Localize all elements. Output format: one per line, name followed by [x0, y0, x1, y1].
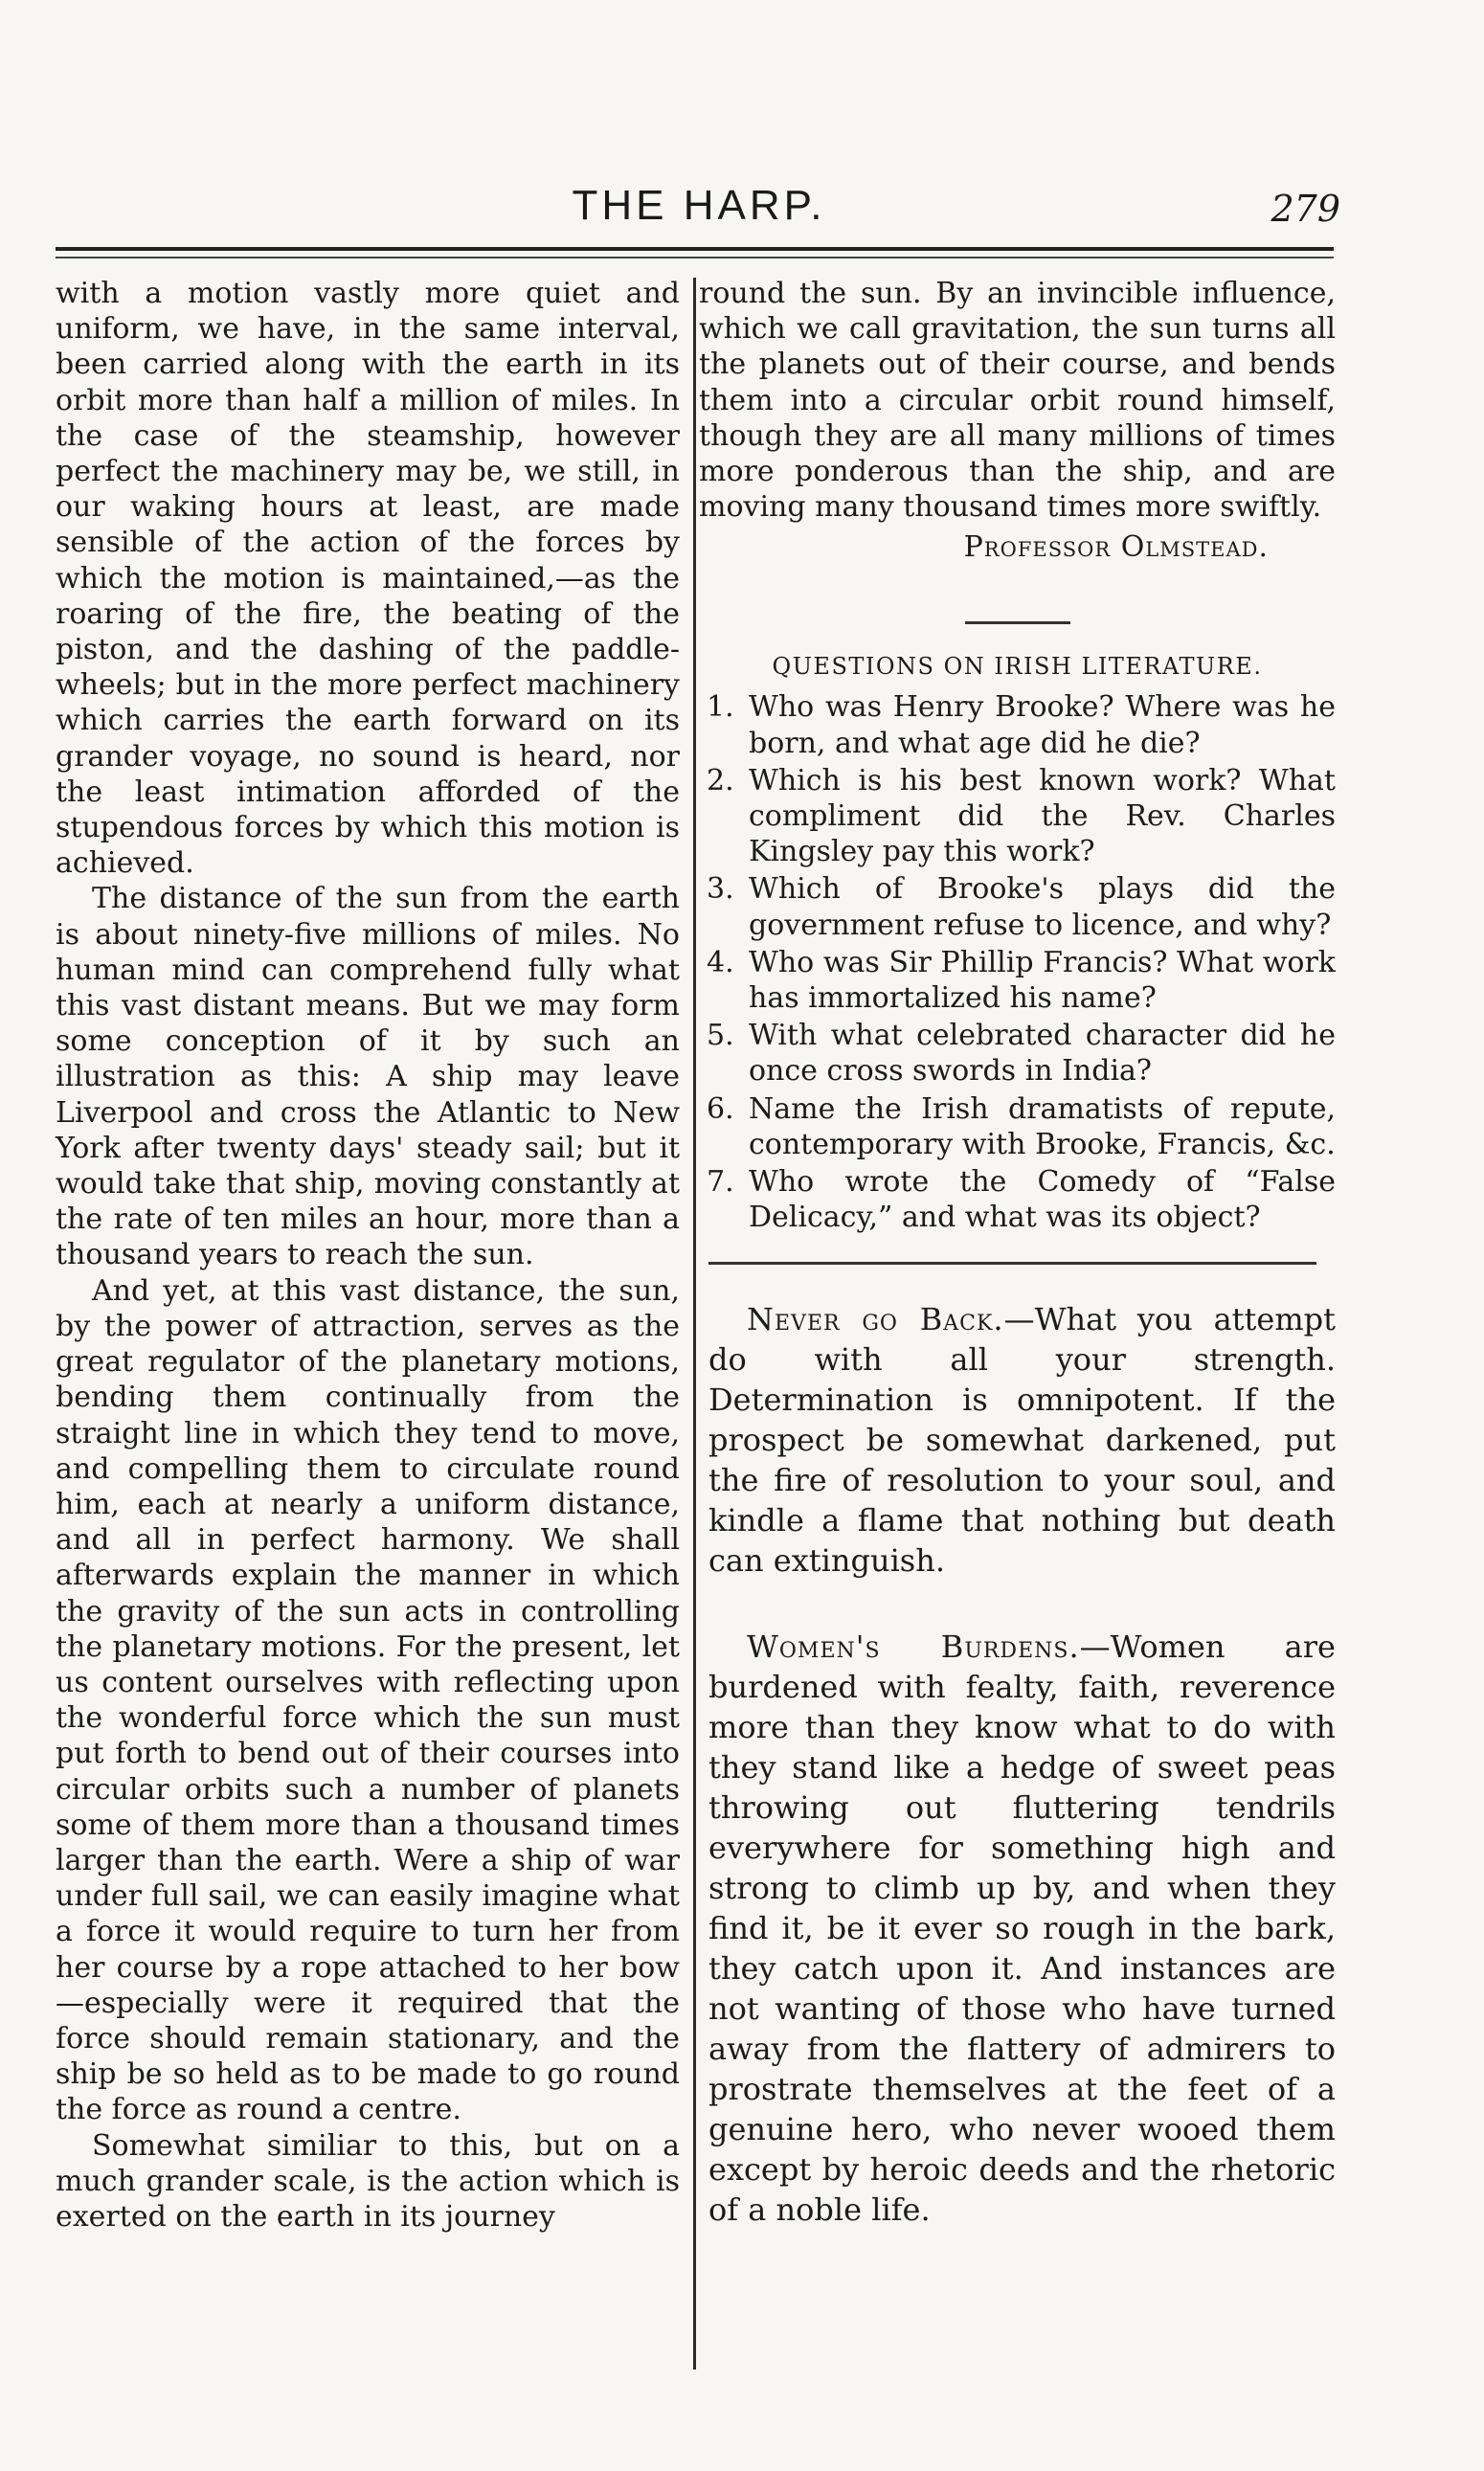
- article-paragraph: And yet, at this vast distance, the sun, by the power of attraction, serves as the great regulator of the planetary motions, bending them continually from the straight line in which they tend to move, and compelling them to circulate round him, each at nearly a uniform distance, and all in perfect harmony. We shall afterwards explain the manner in which the gravity of the sun acts in controlling the planetary motions. For the present, let us content ourselves with reflecting upon the wonderful force which the sun must put forth to bend out of their courses into circular orbits such a number of planets some of them more than a thousand times larger than the earth. Were a ship of war under full sail, we can easily imagine what a force it would require to turn her from her course by a rope attached to her bow—especially were it required that the force should remain stationary, and the ship be so held as to be made to go round the force as round a centre.: [56, 1273, 680, 2127]
- question-item: [699, 1164, 1336, 1235]
- question-text: Which of Brooke's plays did the government refuse to licence, and why?: [749, 872, 1336, 942]
- never-go-back-heading: Never go Back.: [747, 1301, 1004, 1338]
- question-number: 5.: [707, 1019, 734, 1053]
- page-number: 279: [1270, 188, 1340, 230]
- article-paragraph: The distance of the sun from the earth is about ninety-five millions of miles. No human mind can comprehend fully what this vast distant means. But we may form some conception of it by such an illustration as this: A ship may leave Liverpool and cross the Atlantic to New York after twenty days' steady sail; but it would take that ship, moving constantly at the rate of ten miles an hour, more than a thousand years to reach the sun.: [56, 882, 680, 1272]
- question-number: 4.: [707, 945, 734, 979]
- article-continuation: round the sun. By an invincible influence, which we call gravitation, the sun turns all the planets out of their course, and bends them into a circular orbit round himself, though they are all many millions of times more ponderous than the ship, and are moving many thousand times more swiftly.: [699, 277, 1336, 525]
- question-number: 3.: [707, 872, 734, 907]
- question-item: [699, 689, 1336, 760]
- never-go-back-paragraph: [708, 1299, 1336, 1581]
- question-item: [699, 1018, 1336, 1089]
- womens-burdens-text: —Women are burdened with fealty, faith, reverence more than they know what to do with they stand like a hedge of sweet peas throwing out fluttering tendrils everywhere for something high and strong to climb up by, and when they find it, be it ever so rough in the bark, they catch upon it. And instances are not wanting of those who have turned away from the flattery of admirers to prostrate themselves at the feet of a genuine hero, who never wooed them except by heroic deeds and the rhetoric of a noble life.: [708, 1629, 1336, 2229]
- question-item: [699, 763, 1336, 870]
- question-number: 6.: [707, 1091, 734, 1126]
- never-go-back-text: —What you attempt do with all your strength. Determination is omnipotent. If the prospect be somewhat darkened, put the fire of resolution to your soul, and kindle a flame that nothing but death can extinguish.: [708, 1301, 1336, 1580]
- womens-burdens-paragraph: [708, 1627, 1336, 2230]
- question-item: [699, 1091, 1336, 1162]
- questions-list: [699, 689, 1336, 1235]
- question-text: With what celebrated character did he once cross swords in India?: [749, 1019, 1336, 1089]
- article-paragraph: Somewhat similiar to this, but on a much grander scale, is the action which is exerted on the earth in its journey: [56, 2128, 680, 2234]
- page-title: THE HARP.: [572, 182, 826, 229]
- right-column: [699, 276, 1336, 2382]
- author-signature: Professor Olmstead.: [963, 530, 1269, 565]
- column-divider: [693, 278, 696, 2370]
- womens-burdens-heading: Women's Burdens.: [747, 1629, 1080, 1666]
- question-text: Who was Henry Brooke? Where was he born, and what age did he die?: [749, 690, 1336, 760]
- article-paragraph: with a motion vastly more quiet and uniform, we have, in the same interval, been carried along with the earth in its orbit more than half a million of miles. In the case of the steamship, however perfect the machinery may be, we still, in our waking hours at least, are made sensible of the action of the forces by which the motion is maintained,—as the roaring of the fire, the beating of the piston, and the dashing of the paddle-wheels; but in the more perfect machinery which carries the earth forward on its grander voyage, no sound is heard, nor the least intimation afforded of the stupendous forces by which this motion is achieved.: [56, 277, 680, 881]
- running-head: [57, 182, 1340, 239]
- question-text: Who wrote the Comedy of “False Delicacy,” and what was its object?: [749, 1165, 1336, 1235]
- question-number: 1.: [707, 690, 734, 725]
- questions-heading: QUESTIONS ON IRISH LITERATURE.: [772, 653, 1263, 681]
- question-text: Which is his best known work? What compliment did the Rev. Charles Kingsley pay this work?: [749, 763, 1336, 869]
- question-number: 2.: [707, 763, 734, 797]
- question-text: Name the Irish dramatists of repute, contemporary with Brooke, Francis, &c.: [749, 1091, 1336, 1161]
- question-text: Who was Sir Phillip Francis? What work has immortalized his name?: [749, 945, 1336, 1016]
- question-item: [699, 871, 1336, 942]
- section-rule: [965, 621, 1070, 624]
- question-number: 7.: [707, 1165, 734, 1200]
- section-rule-long: [708, 1262, 1316, 1265]
- left-column: [56, 276, 680, 2382]
- header-rule-thick: [56, 247, 1334, 251]
- question-item: [699, 945, 1336, 1016]
- header-rule-thin: [56, 257, 1334, 258]
